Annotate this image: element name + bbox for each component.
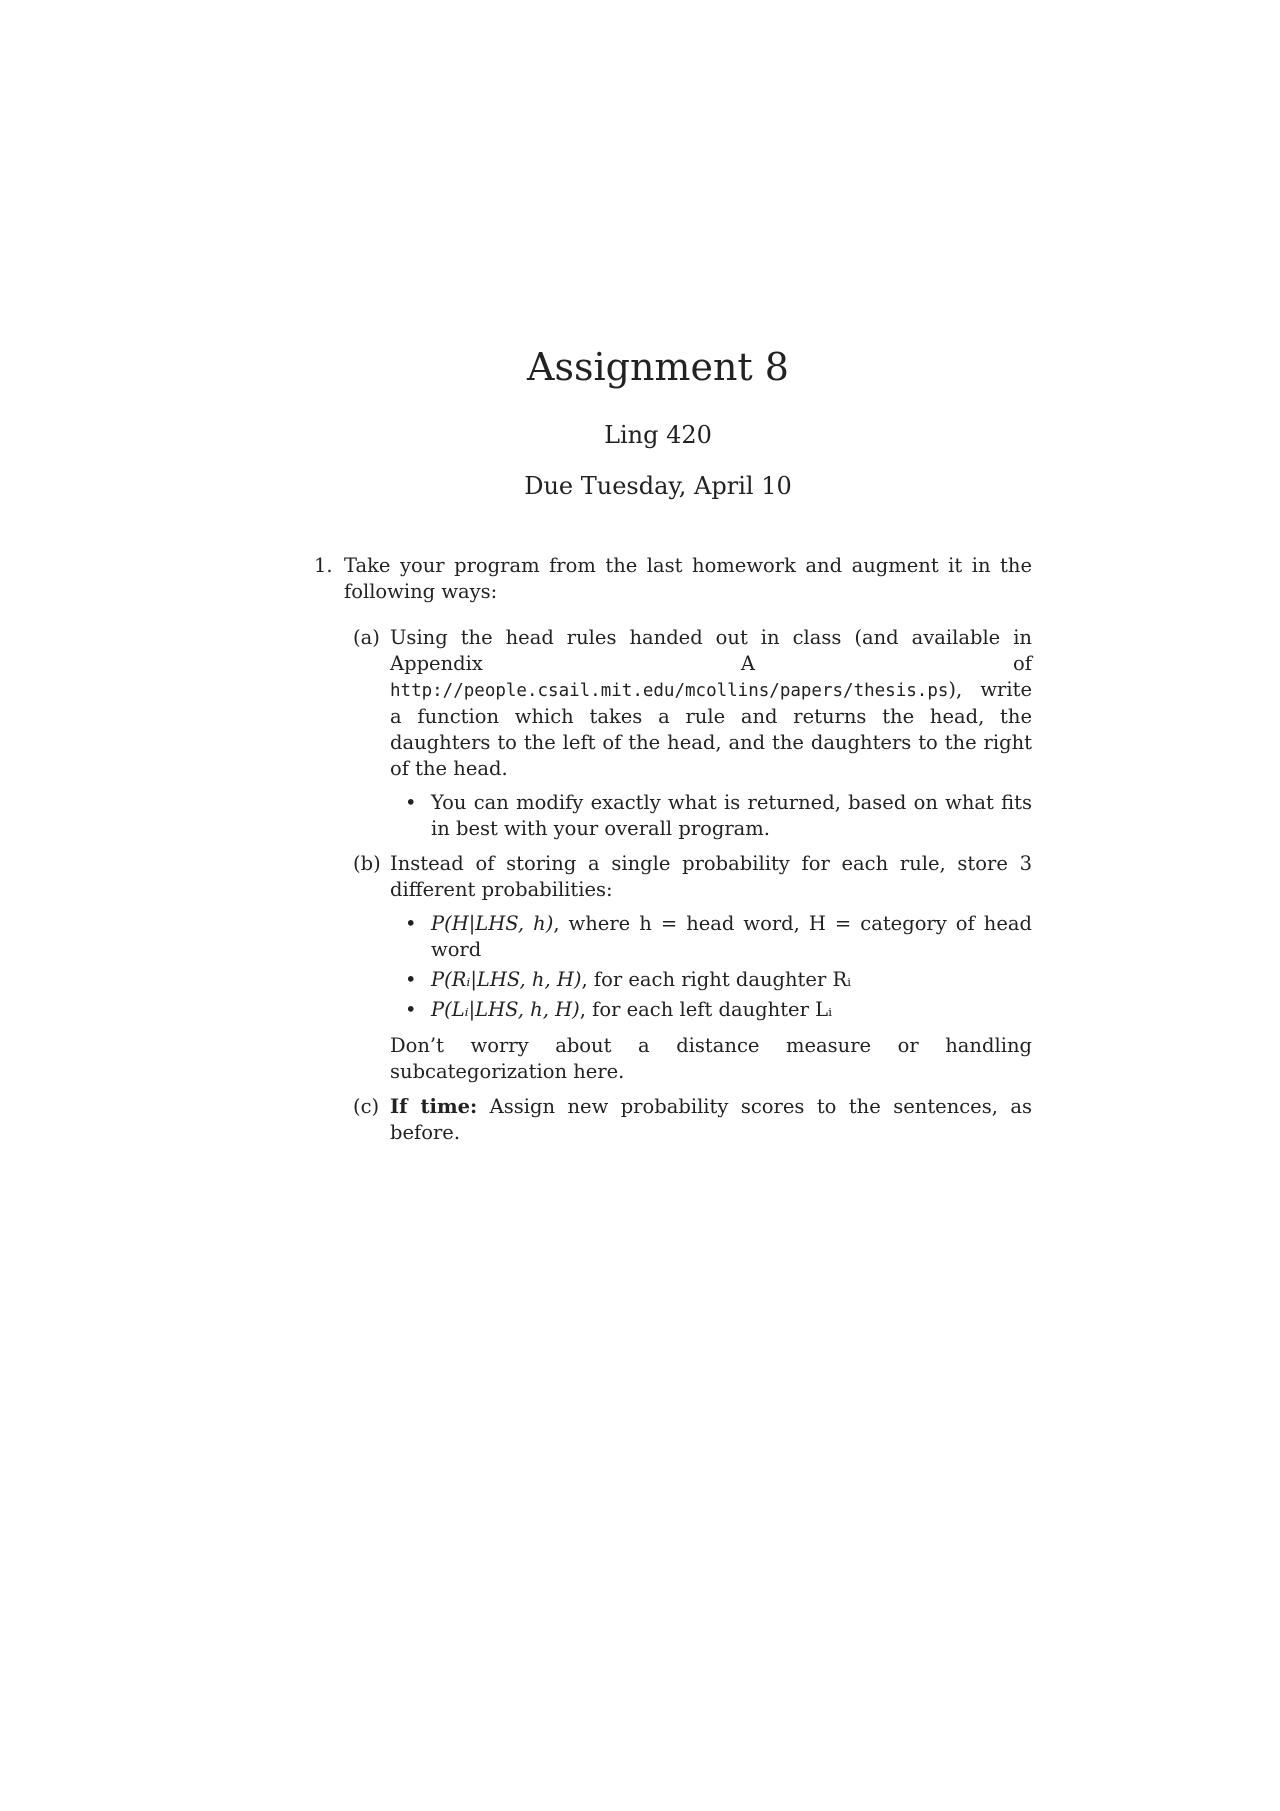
subproblem-list [353,625,1032,1146]
probability-description: , where h = head word, H = category of head word [431,912,1032,961]
probability-description: , for each left daughter Lᵢ [579,998,832,1021]
bullet-icon: • [405,998,417,1021]
probability-description: , for each right daughter Rᵢ [581,968,852,991]
page-title: Assignment 8 [527,345,789,389]
subproblem-label: (b) [353,852,381,875]
problem-1 [314,553,1032,1146]
thesis-url: http://people.csail.mit.edu/mcollins/papers/thesis.ps [390,681,949,701]
subproblem-b-note: Don’t worry about a distance measure or handling subcategorization here. [390,1034,1032,1083]
list-item [393,967,1032,993]
bullet-text: You can modify exactly what is returned, based on what fits in best with your overall program. [431,791,1032,840]
problem-number: 1. [314,554,333,577]
problem-text: Take your program from the last homework and augment it in the following ways: [344,554,1032,603]
bullet-icon: • [405,968,417,991]
list-item [393,911,1032,963]
list-item [393,997,1032,1023]
subproblem-a-bullets [393,790,1032,842]
subproblem-c-text: Assign new probability scores to the sentences, as before. [390,1095,1033,1144]
subproblem-label: (c) [353,1095,380,1118]
subproblem-c [353,1094,1032,1146]
bullet-icon: • [405,791,417,814]
subproblem-a [353,625,1032,842]
subproblem-a-text-before: Using the head rules handed out in class (and available in Appendix A of [390,626,1032,675]
subproblem-label: (a) [353,626,380,649]
probability-formula: P(Lᵢ|LHS, h, H) [431,998,580,1021]
probability-formula: P(H|LHS, h) [431,912,554,935]
assignment-body [314,553,1032,1155]
probability-formula: P(Rᵢ|LHS, h, H) [431,968,582,991]
course-name: Ling 420 [604,421,712,449]
list-item [393,790,1032,842]
probability-list [393,911,1032,1023]
subproblem-b-text: Instead of storing a single probability for each rule, store 3 different probabilities: [390,852,1032,901]
bullet-icon: • [405,912,417,935]
subproblem-b [353,851,1032,1085]
if-time-label: If time: [390,1095,478,1118]
due-date: Due Tuesday, April 10 [524,472,792,500]
subproblem-a-text-after: ), write a function which takes a rule and returns the head, the daughters to the left of the head, and the daughters to the right of the head. [390,678,1032,780]
